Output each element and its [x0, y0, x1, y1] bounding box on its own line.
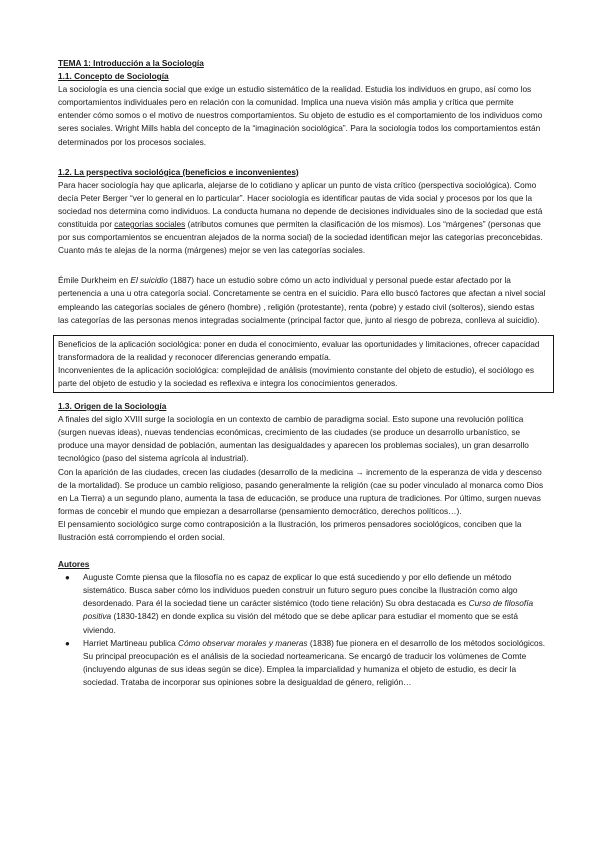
boxed-note-beneficios: Beneficios de la aplicación sociológica: poner en duda el conocimiento, evaluar las oportunidades y limitaciones, ofrecer capacidad transformadora de la realidad y reconocer diferencias generando empatía.: [58, 338, 540, 362]
autores-list: [58, 571, 546, 689]
paragraph-origen-2: Con la aparición de las ciudades, crecen las ciudades (desarrollo de la medicina → incremento de la esperanza de vida y descenso de la mortalidad). Se produce un cambio religioso, pasando generalmente la religión (cae su poder vinculado al monarca como Dios en La Tierra) a un segundo plano, aumenta la tasa de educación, se produce una ruptura de tradiciones. Por último, surgen nuevas formas de concebir el mundo que empiezan a desarrollarse (pensamiento democrático, derechos políticos…).: [58, 466, 544, 516]
paragraph-concepto: La sociología es una ciencia social que exige un estudio sistemático de la realidad. Estudia los individuos en grupo, así como los comportamientos individuales pero en relación con la comunidad. Implica una nueva visión más amplia y crítica que permite entender cómo somos o el motivo de nuestros comportamientos. Su objeto de estudio es el comportamiento de los individuos como seres sociales. Wright Mills habla del concepto de la “imaginación sociológica”. Para la sociología todos los comportamientos están determinados por los procesos sociales.: [58, 84, 543, 147]
list-item-comte: [58, 571, 546, 636]
section-heading-perspectiva: 1.2. La perspectiva sociológica (beneficios e inconvenientes): [58, 166, 299, 177]
book-title-el-suicidio: El suicidio: [130, 275, 168, 286]
list-item-martineau-text-b: (1838) fue pionera en el desarrollo de los métodos sociológicos. Su principal preocupación es el análisis de la sociedad norteamericana. Se encargó de traducir los volúmenes de Comte (incluyendo algunas de sus ideas según se dice). Emplea la imparcialidad y humaniza el objeto de estudio, es decir la sociedad. Trataba de incorporar sus opiniones sobre la desigualdad de género, religión…: [83, 637, 546, 687]
paragraph-durkheim-text-a: Émile Durkheim en: [58, 275, 131, 286]
bullet-icon: ●: [65, 638, 70, 648]
paragraph-origen-3: El pensamiento sociológico surge como contraposición a la Ilustración, los primeros pensadores sociológicos, conciben que la Ilustración está corrompiendo el orden social.: [58, 518, 522, 542]
list-item-martineau-text-a: Harriet Martineau publica: [83, 637, 178, 648]
document-body: [58, 57, 546, 689]
section-heading-origen: 1.3. Origen de la Sociología: [58, 401, 167, 412]
paragraph-durkheim: [58, 274, 546, 326]
list-item-martineau: [58, 637, 546, 689]
list-item-comte-text-a: Auguste Comte piensa que la filosofía no es capaz de explicar lo que está sucediendo y por ello defiende un método sistemático. Busca saber cómo los individuos pueden construir un futuro seguro pues concibe la Ilustración como algo desordenado. Para él la sociedad tiene un carácter sistémico (todo tiene relación) Su obra destacada es: [83, 572, 518, 609]
document-title: TEMA 1: Introducción a la Sociología: [58, 58, 204, 68]
section-heading-autores: Autores: [58, 559, 90, 570]
book-title-curso-filosofia: Curso de filosofía positiva: [83, 598, 534, 622]
paragraph-perspectiva-text-b: (atributos comunes que permiten la clasificación de los mismos). Los “márgenes” (personas que por sus comportamientos se encuentran alejados de la norma social) de la sociedad identifican mejor las categorías preconcebidas. Cuanto más te alejas de la norma (márgenes) mejor se ven las categorías sociales.: [58, 219, 543, 256]
list-item-comte-text-b: (1830-1842) en donde explica su visión del método que se debe aplicar para estudiar el momento que se está viviendo.: [83, 611, 518, 635]
section-heading-concepto: 1.1. Concepto de Sociología: [58, 71, 169, 82]
boxed-note: [53, 335, 554, 393]
paragraph-perspectiva-text-a: Para hacer sociología hay que aplicarla, alejarse de lo cotidiano y aplicar un punto de vista crítico (perspectiva sociológica). Como decía Peter Berger “ver lo general en lo particular”. Hacer sociología es identificar pautas de vida social y procesos por los que la sociedad nos determina como individuos. La conducta humana no depende de decisiones individuales sino de la sociedad que está constituida por: [58, 179, 543, 230]
boxed-note-inconvenientes: Inconvenientes de la aplicación sociológica: complejidad de análisis (movimiento constante del objeto de estudio), el sociólogo es parte del objeto de estudio y la sociedad es reflexiva e integra los conocimientos generados.: [58, 364, 534, 388]
paragraph-perspectiva: [58, 179, 546, 258]
term-categorias-sociales: categorías sociales: [114, 219, 186, 230]
book-title-como-observar: Cómo observar morales y maneras: [178, 637, 308, 648]
paragraph-origen-1: A finales del siglo XVIII surge la sociología en un contexto de cambio de paradigma social. Esto supone una revolución política (surgen nuevas ideas), nuevas tendencias económicas, crecimiento de las ciudades (se produce un desarrollo urbanístico, se produce una mayor densidad de población, aumentan las desigualdades y aparecen los problemas sociales), un gran desarrollo tecnológico (paso del sistema agrícola al industrial).: [58, 414, 529, 464]
bullet-icon: ●: [65, 573, 70, 583]
paragraph-durkheim-text-b: (1887) hace un estudio sobre cómo un acto individual y personal puede estar afectado por la pertenencia a una u otra categoría social. Concretamente se centra en el suicidio. Para ello buscó factores que afectan a nivel social empleando las categorías sociales de género (hombre) , religión (protestante), renta (pobre) y estado civil (solteros), siendo estas las categorías de las personas menos integradas socialmente (principal factor que, junto al riesgo de pobreza, conlleva al suicidio).: [58, 275, 546, 325]
